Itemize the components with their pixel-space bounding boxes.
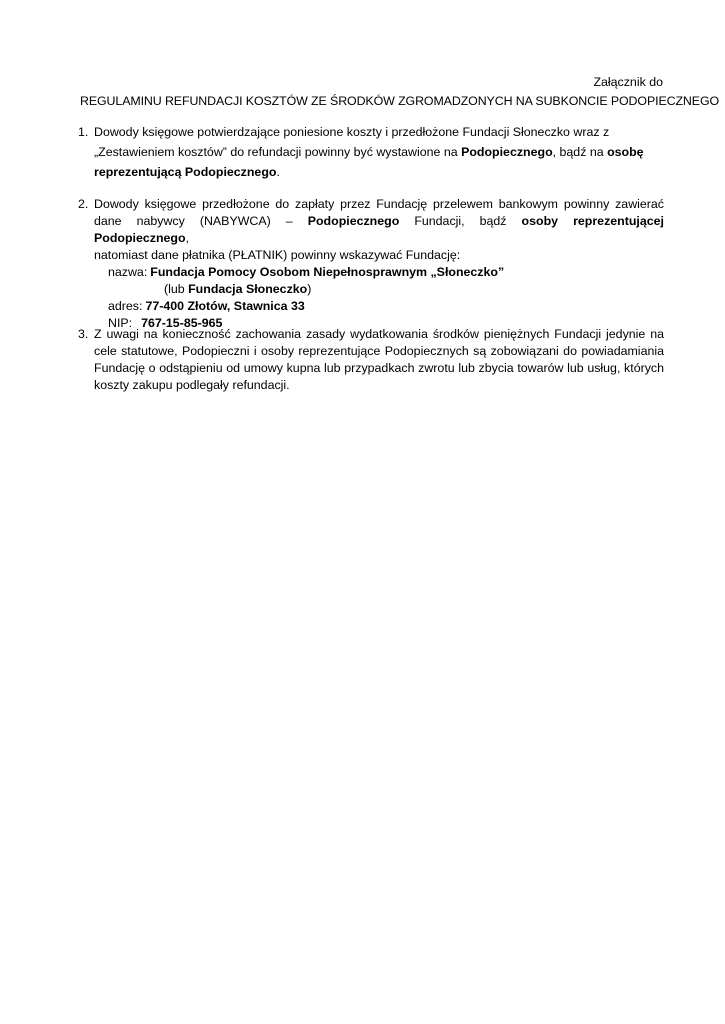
text-span: Fundacji, bądź bbox=[399, 214, 522, 228]
list-item-text bbox=[94, 196, 664, 332]
regulation-title: REGULAMINU REFUNDACJI KOSZTÓW ZE ŚRODKÓW ZGROMADZONYCH NA SUBKONCIE PODOPIECZNEGO bbox=[80, 94, 720, 108]
text-span: , bbox=[185, 231, 190, 245]
nip-label: NIP: bbox=[108, 316, 133, 330]
attachment-label: Załącznik do bbox=[593, 75, 663, 89]
payer-address-line bbox=[94, 298, 664, 315]
text-span: . bbox=[276, 165, 280, 179]
address-label: adres: bbox=[108, 299, 143, 313]
list-item-1 bbox=[78, 122, 664, 182]
name-value: Fundacja Pomocy Osobom Niepełnosprawnym „Słoneczko” bbox=[150, 265, 505, 279]
paragraph bbox=[94, 196, 664, 247]
payer-details bbox=[94, 264, 664, 332]
list-item-3 bbox=[78, 326, 664, 394]
payer-name-line bbox=[94, 264, 664, 281]
bold-text: Podopiecznego bbox=[307, 214, 400, 228]
alt-name-value: Fundacja Słoneczko bbox=[188, 282, 308, 296]
bold-text: osobę reprezentującą Podopiecznego bbox=[94, 145, 644, 179]
text-span: , bądź na bbox=[552, 145, 608, 159]
name-label: nazwa: bbox=[108, 265, 148, 279]
address-value: 77-400 Złotów, Stawnica 33 bbox=[145, 299, 305, 313]
bold-text: osoby reprezentującej Podopiecznego bbox=[94, 214, 664, 245]
text-span: (lub bbox=[164, 282, 189, 296]
nip-value: 767-15-85-965 bbox=[141, 316, 223, 330]
text-span: Dowody księgowe przedłożone do zapłaty przez Fundację przelewem bankowym powinny zawierać dane nabywcy (NABYWCA) – bbox=[94, 197, 664, 228]
list-number: 1. bbox=[78, 125, 89, 139]
payer-alt-name-line bbox=[94, 281, 664, 298]
text-span: ) bbox=[307, 282, 312, 296]
list-item-2 bbox=[78, 196, 664, 332]
list-number: 2. bbox=[78, 197, 89, 211]
list-item-text bbox=[94, 122, 664, 182]
payer-intro: natomiast dane płatnika (PŁATNIK) powinny wskazywać Fundację: bbox=[94, 248, 461, 262]
list-number: 3. bbox=[78, 327, 89, 341]
text-span: Dowody księgowe potwierdzające poniesione koszty i przedłożone Fundacji Słoneczko wraz z „Zestawieniem kosztów” do refundacji powinny być wystawione na bbox=[94, 125, 610, 159]
list-item-text: Z uwagi na konieczność zachowania zasady wydatkowania środków pieniężnych Fundacji jedynie na cele statutowe, Podopieczni i osoby reprezentujące Podopiecznych są zobowiązani do powiadamiania Fundację o odstąpieniu od umowy kupna lub przypadkach zwrotu lub zbycia towarów lub usług, których koszty zakupu podlegały refundacji. bbox=[94, 327, 664, 392]
bold-text: Podopiecznego bbox=[461, 145, 553, 159]
